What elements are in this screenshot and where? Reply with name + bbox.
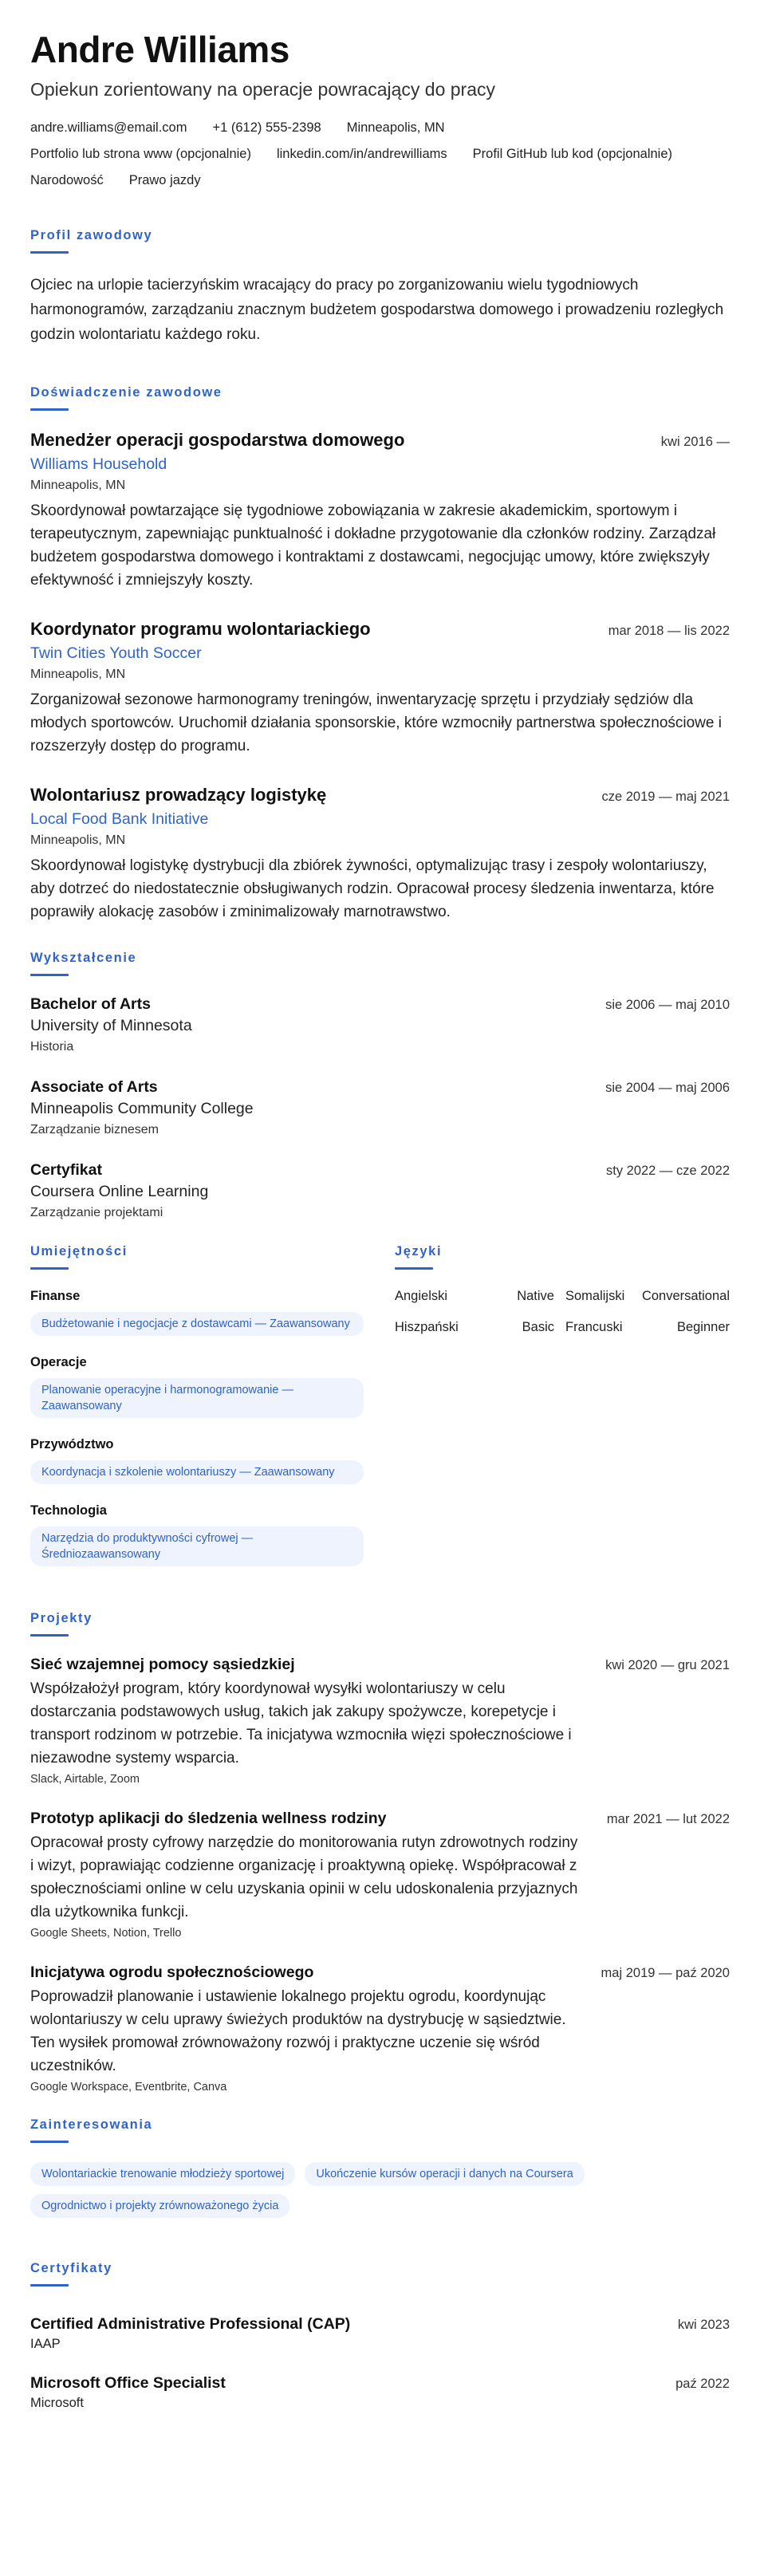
field-of-study: Zarządzanie projektami	[30, 1206, 163, 1219]
project-description: Poprowadził planowanie i ustawienie lokalnego projektu ogrodu, koordynując wolontariuszy w celu uprawy świeżych produktów na dystrybucję w sąsiedztwie. Ten wysiłek promował zrównoważony rozwój i praktyczne uczenie się wśród uczestników.	[30, 1988, 566, 2074]
interests-section	[30, 2117, 730, 2226]
driving-license: Prawo jazdy	[128, 173, 201, 187]
profile-summary: Ojciec na urlopie tacierzyńskim wracający do pracy po zorganizowaniu wielu tygodniowych harmonogramów, zarządzaniu znacznym budżetem gospodarstwa domowego i prowadzeniu rozległych godzin wolontariatu każdego roku.	[30, 277, 724, 343]
email-link[interactable]: andre.williams@email.com	[30, 120, 187, 135]
skill-pill: Koordynacja i szkolenie wolontariuszy — Zaawansowany	[30, 1460, 364, 1484]
project-description: Opracował prosty cyfrowy narzędzie do monitorowania rutyn zdrowotnych rodziny i wizyt, poprawiając codzienne organizację i proaktywną opiekę. Współpracował z społecznościami online w celu uzyskania opinii w celu udoskonalenia przyjaznych dla użytkownika funkcji.	[30, 1834, 578, 1920]
project-description: Współzałożył program, który koordynował wysyłki wolontariuszy w celu dostarczania podstawowych usług, takich jak zakupy spożywcze, korepetycje i transport rodzinom w potrzebie. Ta inicjatywa wzmocniła więzi społecznościowe i niezawodne systemy wsparcia.	[30, 1680, 572, 1767]
certificate-name: Certified Administrative Professional (CAP)	[30, 2315, 351, 2333]
section-divider	[30, 1267, 69, 1270]
certificate-name: Microsoft Office Specialist	[30, 2374, 226, 2392]
certificates-list	[30, 2315, 730, 2411]
projects-list	[30, 1656, 730, 2093]
job-location: Minneapolis, MN	[30, 479, 126, 492]
project-tools: Slack, Airtable, Zoom	[30, 1773, 140, 1786]
section-divider	[30, 2284, 69, 2286]
job-location: Minneapolis, MN	[30, 833, 126, 847]
job-description: Skoordynował logistykę dystrybucji dla zbiórek żywności, optymalizując trasy i zespoły wolontariuszy, aby dotrzeć do niedostatecznie obsługiwanych rodzin. Opracował procesy śledzenia inwentarza, które poprawiły alokację zasobów i zminimalizowały marnotrawstwo.	[30, 857, 715, 920]
linkedin-link[interactable]: linkedin.com/in/andrewilliams	[276, 147, 447, 161]
contact-info	[30, 118, 730, 190]
job-title: Wolontariusz prowadzący logistykę	[30, 785, 327, 805]
project-entry	[30, 1656, 730, 1786]
project-tools: Google Sheets, Notion, Trello	[30, 1927, 182, 1940]
school: Coursera Online Learning	[30, 1183, 209, 1200]
employer: Williams Household	[30, 455, 167, 473]
language-name: Somalijski	[565, 1289, 625, 1303]
project-tools: Google Workspace, Eventbrite, Canva	[30, 2081, 227, 2093]
education-dates: sie 2006 — maj 2010	[605, 998, 730, 1012]
skill-category: Finanse	[30, 1289, 81, 1303]
interest-tag: Wolontariackie trenowanie młodzieży sportowej	[30, 2162, 295, 2186]
experience-section	[30, 385, 730, 924]
section-title: Języki	[395, 1244, 443, 1258]
education-entry	[30, 1161, 730, 1220]
employer: Local Food Bank Initiative	[30, 810, 209, 828]
skill-category: Operacje	[30, 1355, 87, 1369]
section-title: Wykształcenie	[30, 951, 137, 965]
field-of-study: Historia	[30, 1040, 74, 1054]
section-title: Profil zawodowy	[30, 228, 153, 242]
skill-pill: Planowanie operacyjne i harmonogramowanie — Zaawansowany	[30, 1378, 364, 1418]
job-dates: kwi 2016 —	[660, 435, 730, 449]
school: Minneapolis Community College	[30, 1100, 254, 1117]
project-entry	[30, 1810, 730, 1940]
section-title: Umiejętności	[30, 1244, 128, 1258]
profile-section	[30, 228, 730, 347]
degree: Associate of Arts	[30, 1078, 158, 1096]
job-location: Minneapolis, MN	[30, 668, 126, 681]
skills-section	[30, 1244, 395, 1566]
project-name: Prototyp aplikacji do śledzenia wellness rodziny	[30, 1810, 387, 1827]
section-divider	[30, 251, 69, 254]
certificates-section	[30, 2261, 730, 2411]
interest-tag: Ukończenie kursów operacji i danych na Coursera	[305, 2162, 584, 2186]
skill-category: Technologia	[30, 1503, 107, 1518]
language-name: Hiszpański	[395, 1320, 459, 1334]
certificate-entry	[30, 2374, 730, 2411]
job-description: Zorganizował sezonowe harmonogramy treningów, inwentaryzację sprzętu i przydziały sędziów dla młodych sportowców. Uruchomił działania sponsorskie, które wzmocniły partnerstwa społecznościowe i rozszerzyły dostęp do programu.	[30, 691, 722, 754]
certificate-entry	[30, 2315, 730, 2352]
interests-list	[30, 2162, 730, 2226]
education-list	[30, 995, 730, 1220]
employer: Twin Cities Youth Soccer	[30, 644, 202, 662]
project-dates: mar 2021 — lut 2022	[606, 1812, 730, 1826]
location: Minneapolis, MN	[346, 120, 445, 135]
field-of-study: Zarządzanie biznesem	[30, 1123, 159, 1136]
language-level: Beginner	[676, 1320, 730, 1334]
skill-category: Przywództwo	[30, 1437, 114, 1451]
education-section	[30, 951, 730, 1220]
project-name: Inicjatywa ogrodu społecznościowego	[30, 1964, 314, 1981]
projects-section	[30, 1611, 730, 2093]
job-dates: cze 2019 — maj 2021	[601, 790, 730, 804]
contact-row	[30, 118, 730, 137]
language-level: Basic	[522, 1320, 554, 1334]
language-level: Conversational	[641, 1289, 730, 1303]
phone-number[interactable]: +1 (612) 555-2398	[212, 120, 321, 135]
interest-tag: Ogrodnictwo i projekty zrównoważonego życia	[30, 2194, 289, 2218]
section-divider	[395, 1267, 433, 1270]
language-name: Francuski	[565, 1320, 623, 1334]
job-description: Skoordynował powtarzające się tygodniowe zobowiązania w zakresie akademickim, sportowym i terapeutycznym, zapewniając punktualność i dokładne przygotowanie dla członków rodziny. Zarządzał budżetem gospodarstwa domowego i kontraktami z dostawcami, negocjując umowy, które zwiększyły efektywność i zmniejszyły koszty.	[30, 502, 716, 589]
experience-entry	[30, 430, 730, 592]
skills-languages-row	[30, 1244, 730, 1566]
section-divider	[30, 1634, 69, 1637]
languages-list	[395, 1289, 730, 1335]
project-name: Sieć wzajemnej pomocy sąsiedzkiej	[30, 1656, 295, 1673]
language-level: Native	[517, 1289, 554, 1303]
section-title: Zainteresowania	[30, 2117, 153, 2132]
degree: Bachelor of Arts	[30, 995, 151, 1013]
section-divider	[30, 408, 69, 411]
project-dates: kwi 2020 — gru 2021	[605, 1658, 730, 1672]
language-name: Angielski	[395, 1289, 448, 1303]
skills-list	[30, 1289, 395, 1566]
job-title: Koordynator programu wolontariackiego	[30, 619, 371, 639]
candidate-name: Andre Williams	[30, 29, 289, 70]
job-dates: mar 2018 — lis 2022	[608, 624, 730, 638]
school: University of Minnesota	[30, 1017, 192, 1034]
experience-list	[30, 430, 730, 924]
nationality: Narodowość	[30, 173, 104, 187]
candidate-headline: Opiekun zorientowany na operacje powracający do pracy	[30, 79, 495, 100]
contact-row	[30, 171, 730, 190]
education-dates: sie 2004 — maj 2006	[605, 1081, 730, 1095]
section-title: Projekty	[30, 1611, 93, 1625]
languages-section	[395, 1244, 730, 1566]
section-divider	[30, 2141, 69, 2143]
education-entry	[30, 1078, 730, 1137]
degree: Certyfikat	[30, 1161, 102, 1179]
education-dates: sty 2022 — cze 2022	[605, 1164, 730, 1178]
portfolio-link[interactable]: Portfolio lub strona www (opcjonalnie)	[30, 147, 251, 161]
certificate-issuer: Microsoft	[30, 2396, 84, 2410]
section-title: Certyfikaty	[30, 2261, 112, 2275]
job-title: Menedżer operacji gospodarstwa domowego	[30, 430, 405, 450]
project-entry	[30, 1964, 730, 2093]
contact-row	[30, 144, 730, 163]
experience-entry	[30, 785, 730, 924]
skill-pill: Narzędzia do produktywności cyfrowej — Średniozaawansowany	[30, 1526, 364, 1566]
section-title: Doświadczenie zawodowe	[30, 385, 222, 400]
skill-pill: Budżetowanie i negocjacje z dostawcami — Zaawansowany	[30, 1312, 364, 1336]
experience-entry	[30, 619, 730, 758]
github-link[interactable]: Profil GitHub lub kod (opcjonalnie)	[472, 147, 673, 161]
certificate-issuer: IAAP	[30, 2337, 61, 2351]
project-dates: maj 2019 — paź 2020	[601, 1966, 730, 1980]
section-divider	[30, 974, 69, 976]
education-entry	[30, 995, 730, 1054]
certificate-date: paź 2022	[675, 2377, 730, 2391]
certificate-date: kwi 2023	[677, 2318, 730, 2332]
